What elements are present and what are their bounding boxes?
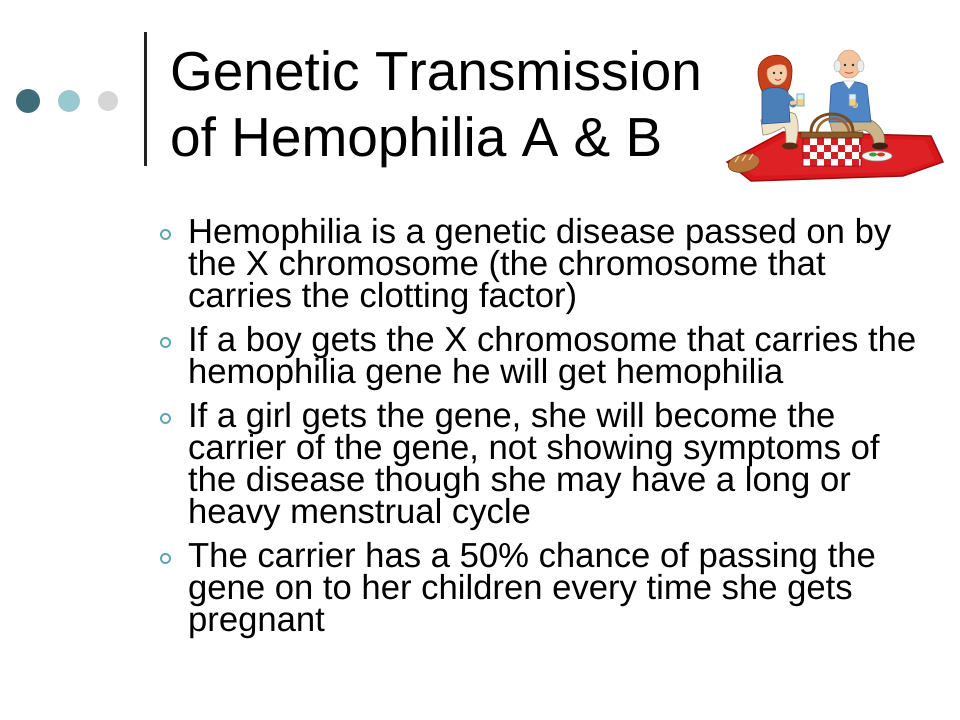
circle-bullet-icon	[160, 229, 171, 240]
man-eye-right	[852, 64, 854, 66]
man-shoe	[872, 143, 888, 150]
girl-shoe	[782, 143, 798, 150]
circle-bullet-icon	[160, 413, 171, 424]
man-glass-drink	[850, 99, 856, 106]
plate-food-green	[869, 153, 877, 157]
plate-food-red	[877, 153, 885, 157]
bullet-text: The carrier has a 50% chance of passing the gene on to her children every time she gets pregnant	[188, 537, 876, 639]
circle-bullet-icon	[160, 553, 171, 564]
dark-teal-dot-icon	[16, 89, 40, 113]
girl-glass-drink	[798, 99, 804, 106]
picnic-clipart-image	[725, 42, 945, 182]
gray-dot-icon	[98, 91, 118, 111]
bullet-item	[0, 321, 928, 391]
bullet-item	[0, 397, 928, 531]
man-eye-left	[844, 64, 846, 66]
picnic-clipart	[725, 42, 945, 182]
man-hair-left	[834, 60, 841, 72]
circle-bullet-icon	[160, 337, 171, 348]
plate	[862, 151, 892, 161]
light-teal-dot-icon	[58, 90, 80, 112]
slide-title: Genetic Transmission of Hemophilia A & B	[170, 40, 702, 168]
bullet-list	[0, 213, 928, 648]
girl-eye-left	[773, 72, 775, 74]
title-divider-line	[144, 32, 147, 166]
basket-rim	[801, 132, 863, 138]
bullet-text: Hemophilia is a genetic disease passed on by the X chromosome (the chromosome that carries the clotting factor)	[188, 213, 892, 315]
girl-eye-right	[780, 72, 782, 74]
bullet-item	[0, 213, 928, 315]
food-plate	[862, 151, 892, 161]
man-hair-right	[857, 60, 864, 72]
bullet-text: If a boy gets the X chromosome that carries the hemophilia gene he will get hemophilia	[188, 321, 917, 391]
bullet-item	[0, 537, 928, 639]
bullet-text: If a girl gets the gene, she will become the carrier of the gene, not showing symptoms of the disease though she may have a long or heavy menstrual cycle	[188, 397, 880, 531]
